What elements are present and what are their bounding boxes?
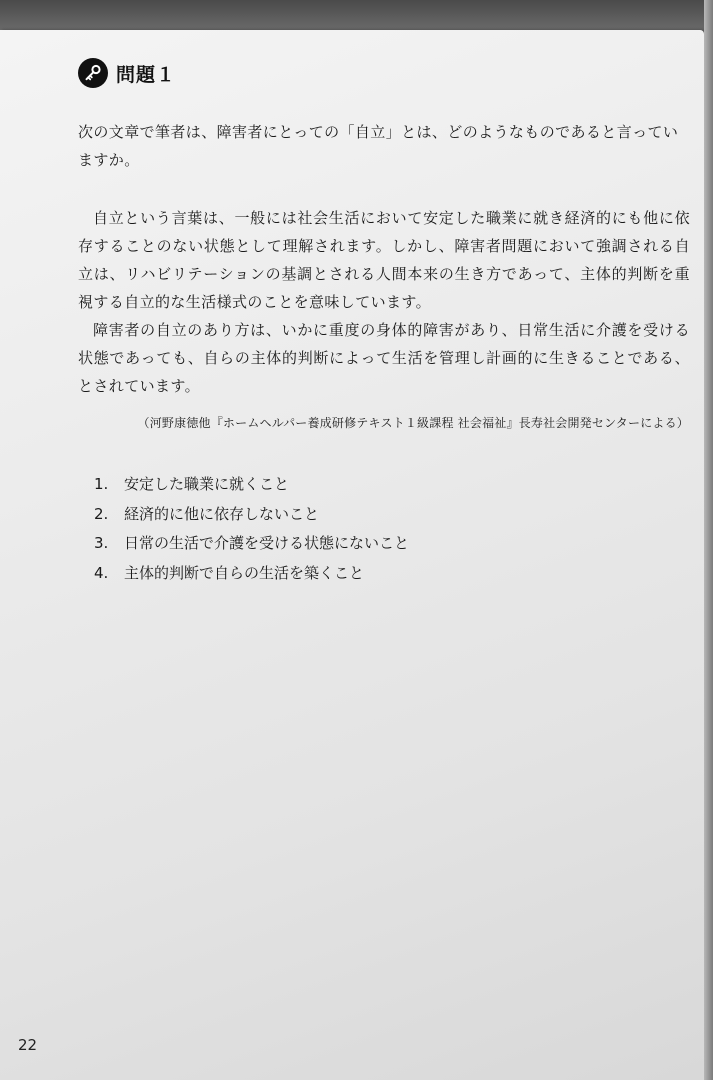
choice-number: 3. bbox=[94, 534, 109, 552]
page-edge bbox=[704, 0, 713, 1080]
page-number: 22 bbox=[18, 1036, 38, 1054]
answer-choices bbox=[94, 470, 409, 588]
choice-item[interactable] bbox=[94, 500, 409, 530]
question-text: 次の文章で筆者は、障害者にとっての「自立」とは、どのようなものであると言っていますか。 bbox=[78, 123, 679, 169]
passage-paragraph: 障害者の自立のあり方は、いかに重度の身体的障害があり、日常生活に介護を受ける状態であっても、自らの主体的判断によって生活を管理し計画的に生きることである、とされています。 bbox=[78, 321, 690, 395]
choice-number: 4. bbox=[94, 563, 109, 582]
choice-item[interactable] bbox=[94, 559, 409, 589]
choice-item[interactable] bbox=[94, 529, 409, 559]
question-title: 問題１ bbox=[116, 63, 177, 86]
choice-item[interactable] bbox=[94, 470, 409, 500]
reading-passage bbox=[78, 204, 690, 400]
choice-text: 経済的に他に依存しないこと bbox=[124, 504, 320, 523]
question-heading bbox=[78, 58, 176, 88]
choice-text: 安定した職業に就くこと bbox=[124, 475, 290, 493]
choice-number: 2. bbox=[94, 504, 109, 523]
choice-text: 主体的判断で自らの生活を築くこと bbox=[124, 563, 365, 582]
citation: （河野康徳他『ホームヘルパー養成研修テキスト１級課程 社会福祉』長寿社会開発センターによる） bbox=[137, 416, 689, 430]
top-shadow bbox=[0, 0, 713, 34]
key-icon bbox=[78, 58, 108, 88]
choice-number: 1. bbox=[94, 475, 109, 493]
choice-text: 日常の生活で介護を受ける状態にないこと bbox=[124, 534, 410, 552]
passage-paragraph: 自立という言葉は、一般には社会生活において安定した職業に就き経済的にも他に依存することのない状態として理解されます。しかし、障害者問題において強調される自立は、リハビリテーションの基調とされる人間本来の生き方であって、主体的判断を重視する自立的な生活様式のことを意味しています。 bbox=[78, 209, 690, 311]
